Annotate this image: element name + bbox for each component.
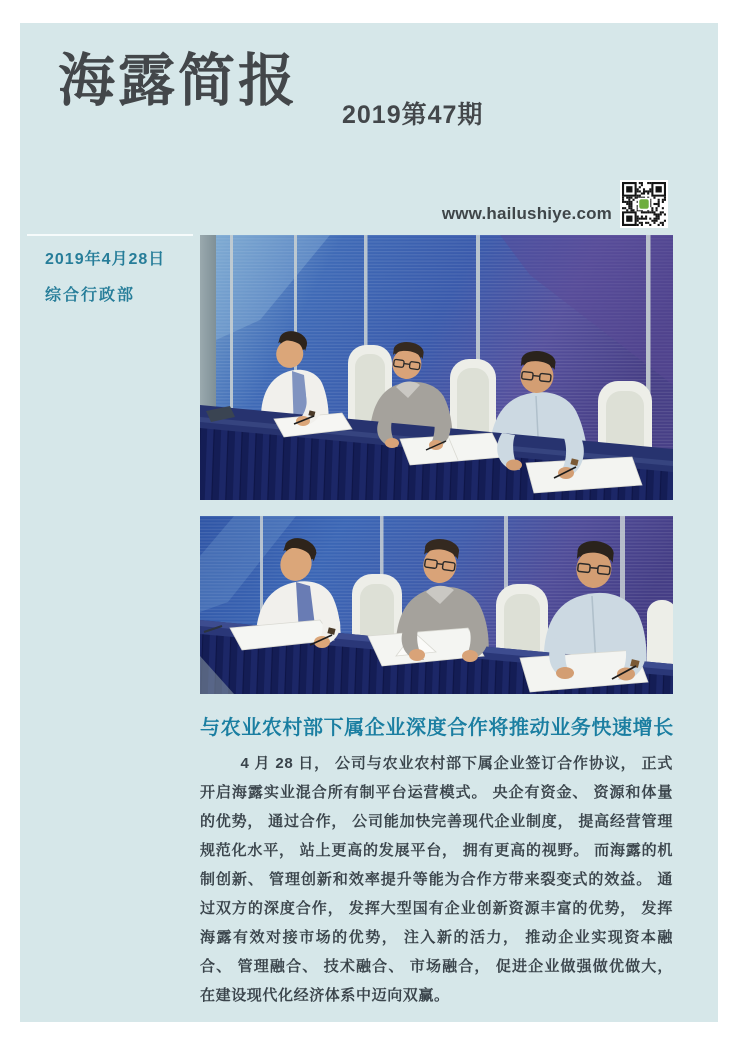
sidebar-department: 综合行政部: [45, 287, 136, 304]
sidebar-divider-line: [27, 234, 193, 236]
newsletter-title: 海露简报: [58, 49, 298, 113]
qr-code: [620, 180, 668, 228]
qr-center-logo: [638, 198, 651, 211]
website-url: www.hailushiye.com: [441, 204, 612, 223]
photo-signing-close: [200, 516, 673, 694]
sidebar-date: 2019年4月28日: [45, 251, 166, 268]
article-headline: 与农业农村部下属企业深度合作将推动业务快速增长: [200, 717, 674, 739]
photo-signing-wide: [200, 235, 673, 500]
issue-number: 2019第47期: [342, 101, 484, 129]
article-body: 4 月 28 日， 公司与农业农村部下属企业签订合作协议， 正式开启海露实业混合所有制平台运营模式。 央企有资金、 资源和体量的优势， 通过合作， 公司能加快完善现代企业制度， 提高经营管理规范化水平， 站上更高的发展平台， 拥有更高的视野。 而海露的机制创新、 管理创新和效率提升等能为合作方带来裂变式的效益。 通过双方的深度合作， 发挥大型国有企业创新资源丰富的优势， 发挥海露有效对接市场的优势， 注入新的活力， 推动企业实现资本融合、 管理融合、 技术融合、 市场融合， 促进企业做强做优做大， 在建设现代化经济体系中迈向双赢。: [200, 755, 673, 1004]
photo-signing-close-illustration: [200, 516, 673, 694]
qr-code-image: [622, 182, 666, 226]
photo-signing-wide-illustration: [200, 235, 673, 500]
